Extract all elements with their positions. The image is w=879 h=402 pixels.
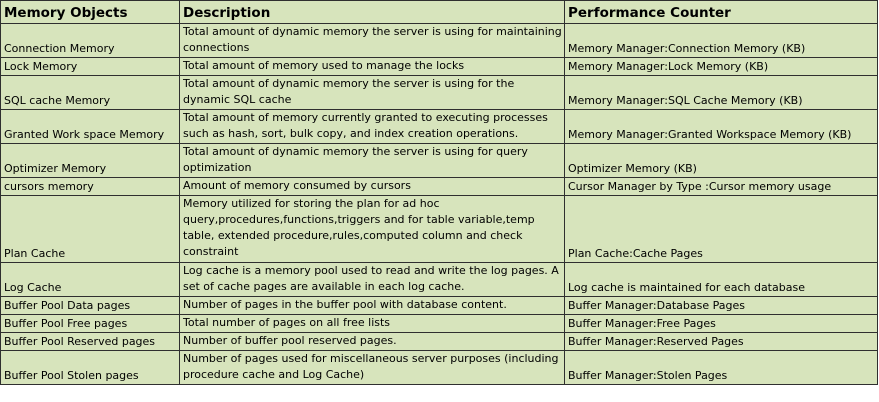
table-row	[1, 351, 878, 385]
memory-object-cell: Buffer Pool Free pages	[1, 315, 180, 333]
description-cell: Total amount of dynamic memory the server is using for query optimization	[180, 144, 565, 178]
description-cell: Number of pages in the buffer pool with database content.	[180, 297, 565, 315]
memory-object-cell: Granted Work space Memory	[1, 110, 180, 144]
memory-object-cell: Log Cache	[1, 263, 180, 297]
table-row	[1, 297, 878, 315]
table-row	[1, 315, 878, 333]
memory-object-cell: Buffer Pool Reserved pages	[1, 333, 180, 351]
performance-counter-cell: Memory Manager:SQL Cache Memory (KB)	[565, 76, 878, 110]
description-cell: Log cache is a memory pool used to read and write the log pages. A set of cache pages are available in each log cache.	[180, 263, 565, 297]
header-description: Description	[180, 1, 565, 24]
description-cell: Total amount of memory used to manage the locks	[180, 58, 565, 76]
memory-object-cell: Plan Cache	[1, 196, 180, 263]
description-cell: Number of buffer pool reserved pages.	[180, 333, 565, 351]
performance-counter-cell: Plan Cache:Cache Pages	[565, 196, 878, 263]
description-cell: Amount of memory consumed by cursors	[180, 178, 565, 196]
performance-counter-cell: Memory Manager:Lock Memory (KB)	[565, 58, 878, 76]
performance-counter-cell: Buffer Manager:Reserved Pages	[565, 333, 878, 351]
description-cell: Total number of pages on all free lists	[180, 315, 565, 333]
description-cell: Total amount of dynamic memory the server is using for the dynamic SQL cache	[180, 76, 565, 110]
memory-object-cell: Lock Memory	[1, 58, 180, 76]
performance-counter-cell: Memory Manager:Connection Memory (KB)	[565, 24, 878, 58]
performance-counter-cell: Buffer Manager:Database Pages	[565, 297, 878, 315]
table-row	[1, 58, 878, 76]
performance-counter-cell: Memory Manager:Granted Workspace Memory (KB)	[565, 110, 878, 144]
memory-object-cell: Connection Memory	[1, 24, 180, 58]
memory-object-cell: SQL cache Memory	[1, 76, 180, 110]
memory-object-cell: cursors memory	[1, 178, 180, 196]
performance-counter-cell: Optimizer Memory (KB)	[565, 144, 878, 178]
table-row	[1, 144, 878, 178]
table-row	[1, 110, 878, 144]
description-cell: Number of pages used for miscellaneous server purposes (including procedure cache and Log Cache)	[180, 351, 565, 385]
table-row	[1, 24, 878, 58]
performance-counter-cell: Cursor Manager by Type :Cursor memory usage	[565, 178, 878, 196]
table-row	[1, 333, 878, 351]
header-row	[1, 1, 878, 24]
memory-object-cell: Buffer Pool Stolen pages	[1, 351, 180, 385]
performance-counter-cell: Buffer Manager:Free Pages	[565, 315, 878, 333]
table-row	[1, 178, 878, 196]
header-memory-objects: Memory Objects	[1, 1, 180, 24]
performance-counter-cell: Log cache is maintained for each database	[565, 263, 878, 297]
table-row	[1, 76, 878, 110]
memory-object-cell: Buffer Pool Data pages	[1, 297, 180, 315]
memory-object-cell: Optimizer Memory	[1, 144, 180, 178]
description-cell: Memory utilized for storing the plan for ad hoc query,procedures,functions,triggers and for table variable,temp table, extended procedure,rules,computed column and check constraint	[180, 196, 565, 263]
table-row	[1, 263, 878, 297]
description-cell: Total amount of memory currently granted to executing processes such as hash, sort, bulk copy, and index creation operations.	[180, 110, 565, 144]
header-performance-counter: Performance Counter	[565, 1, 878, 24]
performance-counter-cell: Buffer Manager:Stolen Pages	[565, 351, 878, 385]
table-row	[1, 196, 878, 263]
description-cell: Total amount of dynamic memory the server is using for maintaining connections	[180, 24, 565, 58]
